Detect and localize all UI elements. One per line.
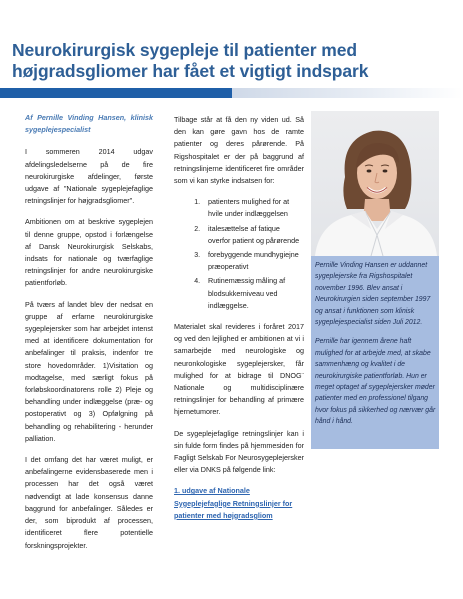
title-accent-bar <box>0 88 232 98</box>
paragraph-working-group: På tværs af landet blev der nedsat en gruppe af erfarne neurokirurgiske sygeplejersker som har arbejdet intenst med at identificere dokumentation for anbefalinger til praksis, indenfor tre store hovedområder. 1)Visitation og modtagelse, med særligt fokus på forløbskoordinatorens rolle 2) Pleje og behandling under indlæggelse (præ- og postoperativt og 3) Opfølgning på behandling og rehabilitering - herunder palliation. <box>25 299 153 443</box>
recommendation-list <box>174 196 304 312</box>
title-accent-fade <box>232 88 463 98</box>
byline: Af Pernille Vinding Hansen, klinisk sygeplejespecialist <box>25 113 153 135</box>
author-sidebar <box>311 111 439 449</box>
paragraph-ambition: Ambitionen om at beskrive sygeplejen til denne gruppe, opstod i forlængelse af Dansk Neurokirurgisk Selskabs, indsats for nationale og tværfaglige retningslinjer for andre neurokirurgiske patientforløb. <box>25 217 153 288</box>
author-caption <box>315 260 437 436</box>
paragraph-intro: I sommeren 2014 udgav afdelingsledelserne på de fire neurokirurgiske afdelinger, første udgave af "Nationale sygeplejefaglige retningslinjer for højgradsgliomer". <box>25 147 153 206</box>
list-item: 4. Rutinemæssig måling af blodsukkerniveau ved indlæggelse. <box>202 275 304 312</box>
article-title: Neurokirurgisk sygepleje til patienter med højgradsgliomer har fået et vigtigt indspark <box>12 40 369 81</box>
portrait-illustration <box>311 111 439 256</box>
paragraph-evidence: I det omfang det har været muligt, er anbefalingerne evidensbaserede men i processen har det også været nødvendigt at lade konsensus danne baggrund for anbefalinger. Således er der, som biprodukt af processen, identificeret flere potentielle forskningsprojekter. <box>25 455 153 550</box>
author-credentials: Pernille Vinding Hansen er uddannet sygeplejerske fra Rigshospitalet november 1996. Blev ansat i Neurokirurgien siden september 1997 og ansat i funktionen som klinisk sygeplejespecialist siden Juli 2012. <box>315 262 431 327</box>
author-bio: Pernille har igennem årene haft mulighed for at arbejde med, at skabe sammenhæng og kvalitet i de neurokirurgiske patientforløb. Hun er meget optaget af sygeplejersker møder patienter med en professionel tilgang hvor fokus på sikkerhed og nærvær går hånd i hånd. <box>315 338 436 426</box>
guideline-link[interactable]: 1. udgave af Nationale Sygeplejefaglige Retningslinjer for patienter med højgradsgliom <box>174 486 293 520</box>
paragraph-revision: Materialet skal revideres i foråret 2017 og ved den lejlighed er ambitionen at vi i samarbejde med neurologiske og neuronkologiske sygeplejersker, får mulighed for at bidrage til DNOG¨ Nationale og multidisciplinære retningslinjer for behandling af primære hjernetumorer. <box>174 322 304 417</box>
article-column-middle <box>174 114 304 531</box>
paragraph-new-knowledge: Tilbage står at få den ny viden ud. Så den kan gøre gavn hos de ramte patienter og deres pårørende. På Rigshospitalet er der på baggrund af retningslinjerne identificeret fire områder som vi kan styrke indsatsen for: <box>174 115 304 186</box>
author-portrait <box>311 111 439 256</box>
list-item: 1. patienters mulighed for at hvile under indlæggelsen <box>202 196 304 220</box>
paragraph-where-to-find: De sygeplejefaglige retningslinjer kan i sin fulde form findes på hjemmesiden for Fagligt Selskab For Neurosygeplejersker eller via DNKS på følgende link: <box>174 428 304 475</box>
list-item: 3. forebyggende mundhygiejne præoperativt <box>202 249 304 273</box>
article-column-left <box>25 112 153 561</box>
list-item: 2. italesættelse af fatique overfor patient og pårørende <box>202 223 304 247</box>
